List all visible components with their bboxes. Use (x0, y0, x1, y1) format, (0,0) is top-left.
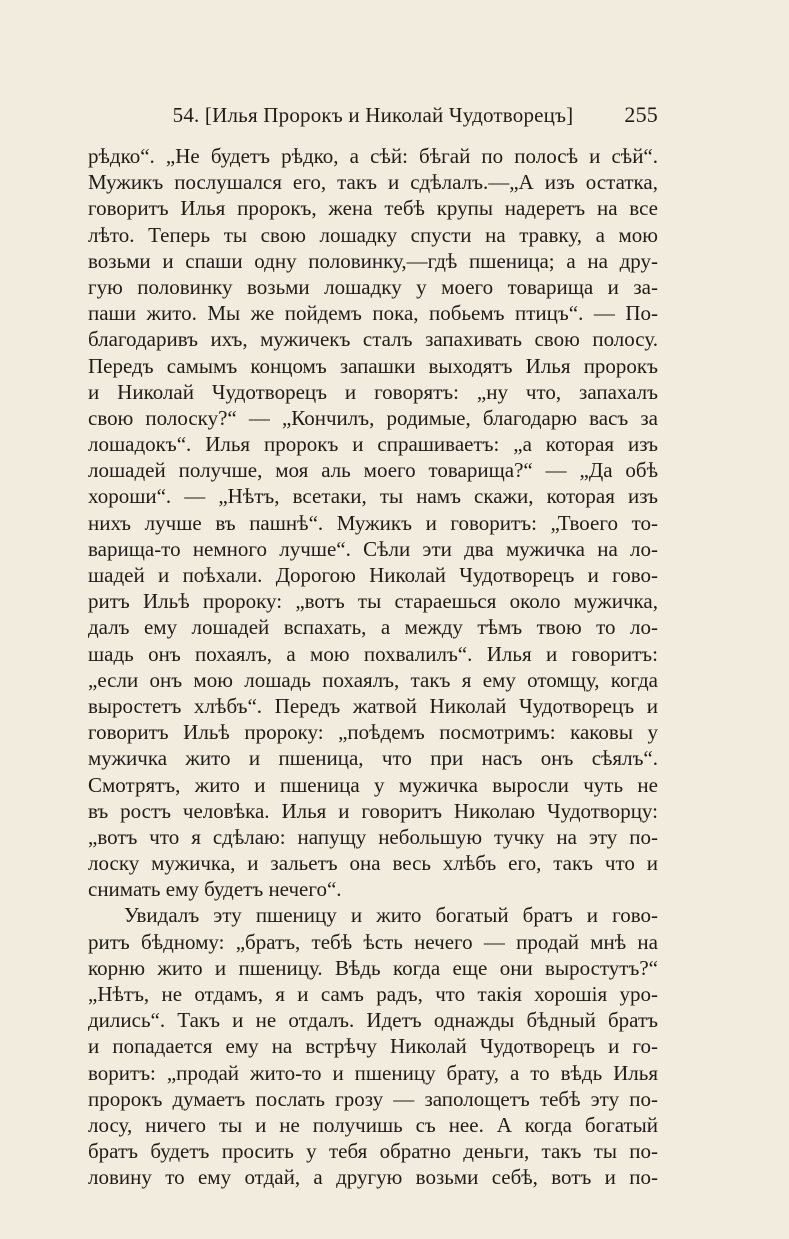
text-line: лоску мужичка, и зальетъ она весь хлѣбъ его, такъ что и (88, 851, 658, 876)
text-line: „Нѣтъ, не отдамъ, я и самъ радъ, что такія хорошія уро- (88, 982, 658, 1006)
text-line: ловину то ему отдай, а другую возьми себѣ, вотъ и по- (88, 1165, 658, 1190)
text-line: выростетъ хлѣбъ“. Передъ жатвой Николай Чудотворецъ и (88, 693, 658, 718)
section-title: 54. [Илья Пророкъ и Николай Чудотворецъ] (172, 103, 574, 127)
text-line: ритъ Ильѣ пророку: „вотъ ты стараешься около мужичка, (88, 589, 658, 614)
text-line: „если онъ мою лошадь похаялъ, такъ я ему отомщу, когда (88, 667, 658, 692)
running-header (88, 100, 658, 130)
text-line: возьми и спаши одну половинку,—гдѣ пшеница; а на дру- (88, 248, 658, 273)
text-line: благодаривъ ихъ, мужичекъ сталъ запахивать свою полосу. (88, 327, 658, 352)
text-line: шадь онъ похаялъ, а мою похвалилъ“. Илья и говоритъ: (88, 641, 658, 666)
text-line: воритъ: „продай жито-то и пшеницу брату, а то вѣдь Илья (88, 1060, 658, 1085)
text-line: Смотрятъ, жито и пшеница у мужичка выросли чуть не (88, 772, 658, 797)
text-line: говоритъ Илья пророкъ, жена тебѣ крупы надеретъ на все (88, 196, 658, 221)
text-line: рѣдко“. „Не будетъ рѣдко, а сѣй: бѣгай по полосѣ и сѣй“. (88, 144, 658, 168)
body-text (88, 143, 658, 1191)
text-line: шадей и поѣхали. Дорогою Николай Чудотворецъ и гово- (88, 563, 658, 587)
text-line: паши жито. Мы же пойдемъ пока, побьемъ птицъ“. — По- (88, 301, 658, 326)
text-line: и попадается ему на встрѣчу Николай Чудотворецъ и го- (88, 1034, 658, 1059)
text-line: свою полоску?“ — „Кончилъ, родимые, благодарю васъ за (88, 405, 658, 430)
text-line: и Николай Чудотворецъ и говорятъ: „ну что, запахалъ (88, 379, 658, 404)
text-line: дились“. Такъ и не отдалъ. Идетъ однажды бѣдный братъ (88, 1008, 658, 1033)
text-line: лошадей получше, моя аль моего товарища?“ — „Да обѣ (88, 458, 658, 483)
text-line: „вотъ что я сдѣлаю: напущу небольшую тучку на эту по- (88, 824, 658, 849)
text-line: пророкъ думаетъ послать грозу — заполощетъ тебѣ эту по- (88, 1086, 658, 1111)
text-line: снимать ему будетъ нечего“. (88, 877, 342, 902)
text-line: гую половинку возьми лошадку у моего товарища и за- (88, 274, 658, 299)
text-line: мужичка жито и пшеница, что при насъ онъ сѣялъ“. (88, 746, 658, 771)
text-line: говоритъ Ильѣ пророку: „поѣдемъ посмотримъ: каковы у (88, 720, 658, 745)
text-line: Увидалъ эту пшеницу и жито богатый братъ и гово- (124, 903, 658, 928)
text-line: Передъ самымъ концомъ запашки выходятъ Илья пророкъ (88, 353, 658, 378)
text-line: братъ будетъ просить у тебя обратно деньги, такъ ты по- (88, 1139, 658, 1164)
text-line: хороши“. — „Нѣтъ, всетаки, ты намъ скажи, которая изъ (88, 484, 658, 509)
page-number: 255 (624, 102, 658, 127)
text-line: лосу, ничего ты и не получишь съ нее. А когда богатый (88, 1112, 658, 1137)
text-line: нихъ лучше въ пашнѣ“. Мужикъ и говоритъ: „Твоего то- (88, 510, 658, 535)
text-line: варища-то немного лучше“. Сѣли эти два мужичка на ло- (88, 536, 658, 561)
text-line: ритъ бѣдному: „братъ, тебѣ ѣсть нечего — продай мнѣ на (88, 929, 658, 954)
text-line: Мужикъ послушался его, такъ и сдѣлалъ.—„А изъ остатка, (88, 170, 658, 195)
text-line: лошадокъ“. Илья пророкъ и спрашиваетъ: „а которая изъ (88, 432, 658, 457)
text-line: корню жито и пшеницу. Вѣдь когда еще они выростутъ?“ (88, 955, 658, 980)
text-line: лѣто. Теперь ты свою лошадку спусти на травку, а мою (88, 222, 658, 247)
text-line: въ ростъ человѣка. Илья и говоритъ Николаю Чудотворцу: (88, 798, 658, 823)
text-line: далъ ему лошадей вспахать, а между тѣмъ твою то ло- (88, 615, 658, 640)
